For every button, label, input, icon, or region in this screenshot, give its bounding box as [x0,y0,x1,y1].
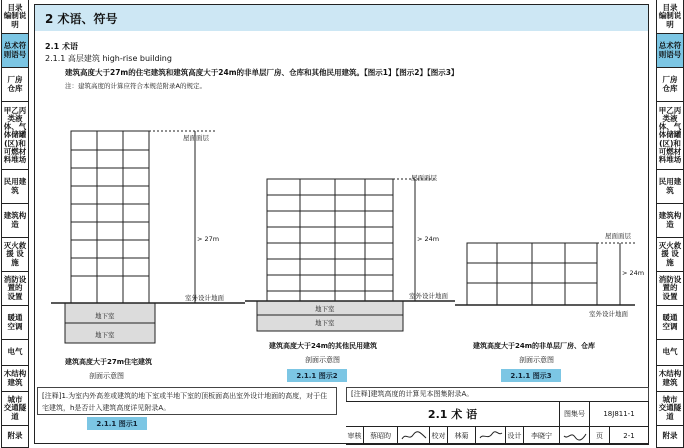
figure-2-roof-label: 屋面面层 [411,174,437,182]
figure-1-caption: 建筑高度大于27m住宅建筑 [65,358,153,366]
atlas-number-label: 图集号 [560,402,590,427]
atlas-number: 18J811-1 [590,402,649,427]
figure-1-button[interactable]: 2.1.1 图示1 [87,417,147,430]
term-definition: 建筑高度大于27m的住宅建筑和建筑高度大于24m的非单层厂房、仓库和其他民用建筑。【图示1】【图示2】【图示3】 [65,68,459,77]
figure-2-height-label: > 24m [417,235,440,243]
check-label: 校对 [430,427,448,445]
right-chapter-tab-1[interactable]: 总术符则语号 [657,34,683,68]
figure-3-button[interactable]: 2.1.1 图示3 [501,369,561,382]
title-block [346,401,649,445]
term-note: 注：建筑高度的计算应符合本规范附录A的规定。 [65,82,206,90]
figure-3-subcaption: 剖面示意图 [519,356,554,364]
left-chapter-tab-10[interactable]: 木结构 建筑 [2,366,28,392]
title-block-title: 2.1 术 语 [346,402,560,427]
figure-3-roof-label: 屋面面层 [605,232,631,240]
figure-3-ground-label: 室外设计地面 [589,310,628,318]
left-chapter-tab-4[interactable]: 民用建筑 [2,170,28,204]
right-chapter-tab-7[interactable]: 消防设置的 设置 [657,272,683,306]
checker-signature [476,427,506,445]
figure-3-caption: 建筑高度大于24m的非单层厂房、仓库 [473,342,596,350]
figure-1-basement-2: 地下室 [95,331,115,339]
figure-1-height-label: > 27m [197,235,220,243]
right-chapter-tab-11[interactable]: 城市 交通隧道 [657,392,683,426]
left-chapter-tabs [1,0,29,448]
left-chapter-tab-7[interactable]: 消防设置的 设置 [2,272,28,306]
left-chapter-tab-9[interactable]: 电气 [2,340,28,366]
figure-2-subcaption: 剖面示意图 [305,356,340,364]
figure-1-roof-label: 屋面面层 [183,134,209,142]
figure-2-button[interactable]: 2.1.1 图示2 [287,369,347,382]
figure-2-drawing [245,179,455,331]
designer-name: 李晓宁 [524,427,560,445]
figure-1-subcaption: 剖面示意图 [89,372,124,380]
figure-3-height-label: > 24m [622,269,645,277]
right-chapter-tab-2[interactable]: 厂房 仓库 [657,68,683,102]
right-note: [注释]建筑高度的计算见本图集附录A。 [346,387,649,401]
page-number: 2-1 [610,427,649,445]
figure-2-caption: 建筑高度大于24m的其他民用建筑 [269,342,378,350]
right-chapter-tab-5[interactable]: 建筑构造 [657,204,683,238]
page-label: 页 [590,427,610,445]
left-chapter-tab-1[interactable]: 总术符则语号 [2,34,28,68]
left-chapter-tab-3[interactable]: 甲乙丙类液体、气体储罐(区)和可燃材料堆场 [2,102,28,170]
checker-name: 林菊 [448,427,476,445]
figure-1-basement-1: 地下室 [95,312,115,320]
reviewer-name: 蔡昭昀 [364,427,398,445]
left-chapter-tab-11[interactable]: 城市 交通隧道 [2,392,28,426]
right-chapter-tab-8[interactable]: 暖通 空调 [657,306,683,340]
left-chapter-tab-2[interactable]: 厂房 仓库 [2,68,28,102]
right-chapter-tab-10[interactable]: 木结构 建筑 [657,366,683,392]
left-note: [注释]1.为室内外高差或建筑的地下室或半地下室的顶板面高出室外设计地面的高度，对于住宅建筑，h是否计入建筑高度详见附录A。 [37,387,337,415]
right-chapter-tab-9[interactable]: 电气 [657,340,683,366]
figure-2-basement-1: 地下室 [315,305,335,313]
designer-signature [560,427,590,445]
design-label: 设计 [506,427,524,445]
right-chapter-tab-0[interactable]: 目录 编制说明 [657,0,683,34]
left-chapter-tab-0[interactable]: 目录 编制说明 [2,0,28,34]
figure-1-ground-label: 室外设计地面 [185,294,224,302]
left-chapter-tab-12[interactable]: 附录 [2,426,28,448]
page-content [34,4,649,444]
figure-2-basement-2: 地下室 [315,319,335,327]
figure-3-drawing [455,243,635,305]
right-chapter-tab-3[interactable]: 甲乙丙类液体、气体储罐(区)和可燃材料堆场 [657,102,683,170]
right-chapter-tab-6[interactable]: 灭火救援 设施 [657,238,683,272]
left-chapter-tab-8[interactable]: 暖通 空调 [2,306,28,340]
figure-2-ground-label: 室外设计地面 [409,292,448,300]
review-label: 审核 [346,427,364,445]
reviewer-signature [398,427,430,445]
section-title: 2 术语、符号 [45,12,118,26]
left-chapter-tab-6[interactable]: 灭火救援 设施 [2,238,28,272]
right-chapter-tab-12[interactable]: 附录 [657,426,683,448]
right-chapter-tabs [656,0,684,448]
right-chapter-tab-4[interactable]: 民用建筑 [657,170,683,204]
term-heading: 2.1.1 高层建筑 high-rise building [45,54,172,63]
subsection-heading: 2.1 术语 [45,42,78,51]
left-chapter-tab-5[interactable]: 建筑构造 [2,204,28,238]
